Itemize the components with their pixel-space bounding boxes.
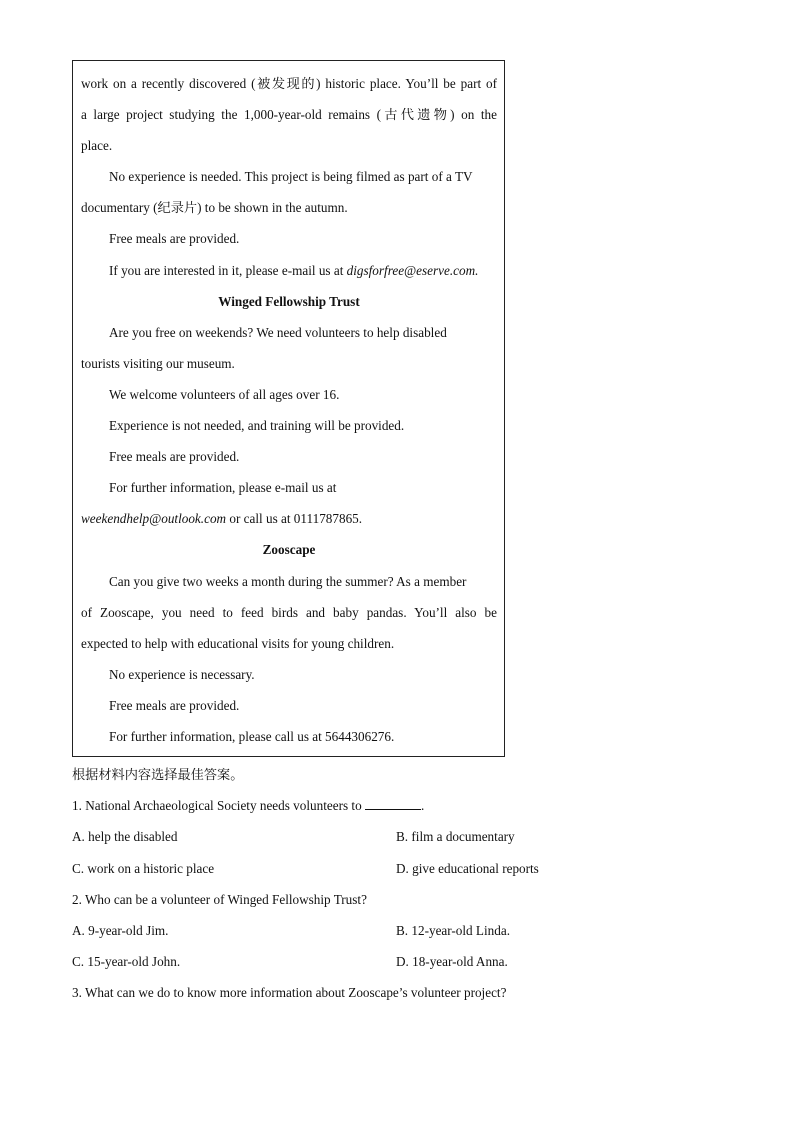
- passage-line: Free meals are provided.: [109, 231, 240, 247]
- passage-line: documentary (纪录片) to be shown in the autumn.: [81, 200, 348, 216]
- passage-line: No experience is needed. This project is being filmed as part of a TV: [109, 169, 473, 185]
- option-c[interactable]: C. 15-year-old John.: [72, 954, 181, 970]
- email-link[interactable]: digsforfree@eserve.com.: [346, 262, 479, 278]
- options-row: [72, 828, 632, 859]
- option-b[interactable]: B. 12-year-old Linda.: [396, 922, 510, 938]
- passage-text: or call us at 0111787865.: [226, 511, 363, 527]
- passage-line: For further information, please call us at 5644306276.: [109, 728, 395, 744]
- question-1: [72, 797, 632, 828]
- options-row: [72, 953, 632, 984]
- passage-line: of Zooscape, you need to feed birds and baby pandas. You’ll also be: [81, 604, 497, 620]
- passage-line: No experience is necessary.: [109, 666, 255, 682]
- option-b[interactable]: B. film a documentary: [396, 829, 515, 845]
- instruction: 根据材料内容选择最佳答案。: [72, 767, 244, 782]
- options-row: [72, 922, 632, 953]
- questions-section: [72, 766, 632, 1016]
- passage-line: We welcome volunteers of all ages over 16.: [109, 386, 340, 402]
- option-c[interactable]: C. work on a historic place: [72, 860, 215, 876]
- passage-box: [72, 60, 505, 757]
- passage-line: For further information, please e-mail us at: [109, 480, 337, 496]
- option-d[interactable]: D. give educational reports: [396, 860, 539, 876]
- question-3: 3. What can we do to know more information about Zooscape’s volunteer project?: [72, 985, 507, 1001]
- passage-line: a large project studying the 1,000-year-old remains (古代遗物) on the: [81, 107, 497, 123]
- question-2: 2. Who can be a volunteer of Winged Fellowship Trust?: [72, 891, 367, 907]
- passage-line: Can you give two weeks a month during the summer? As a member: [109, 573, 467, 589]
- passage-line: Free meals are provided.: [109, 697, 240, 713]
- passage-line: Experience is not needed, and training will be provided.: [109, 418, 405, 434]
- option-a[interactable]: A. help the disabled: [72, 829, 178, 845]
- passage-line: work on a recently discovered (被发现的) historic place. You’ll be part of: [81, 76, 497, 91]
- email-link[interactable]: weekendhelp@outlook.com: [81, 511, 227, 527]
- option-d[interactable]: D. 18-year-old Anna.: [396, 954, 508, 970]
- question-stem-end: .: [420, 798, 425, 814]
- passage-line: tourists visiting our museum.: [81, 355, 235, 371]
- section-heading-zooscape: Zooscape: [262, 542, 316, 558]
- passage-line: Are you free on weekends? We need volunteers to help disabled: [109, 324, 447, 340]
- passage-line: expected to help with educational visits for young children.: [81, 635, 395, 651]
- option-a[interactable]: A. 9-year-old Jim.: [72, 922, 169, 938]
- answer-blank[interactable]: [365, 797, 421, 810]
- options-row: [72, 860, 632, 891]
- section-heading-winged: Winged Fellowship Trust: [218, 293, 360, 309]
- passage-text: If you are interested in it, please e-mail us at: [109, 262, 347, 278]
- passage-line: Free meals are provided.: [109, 449, 240, 465]
- passage-line: [81, 262, 497, 293]
- passage-line: [81, 510, 497, 541]
- question-stem: 1. National Archaeological Society needs volunteers to: [72, 798, 365, 814]
- passage-line: place.: [81, 138, 113, 154]
